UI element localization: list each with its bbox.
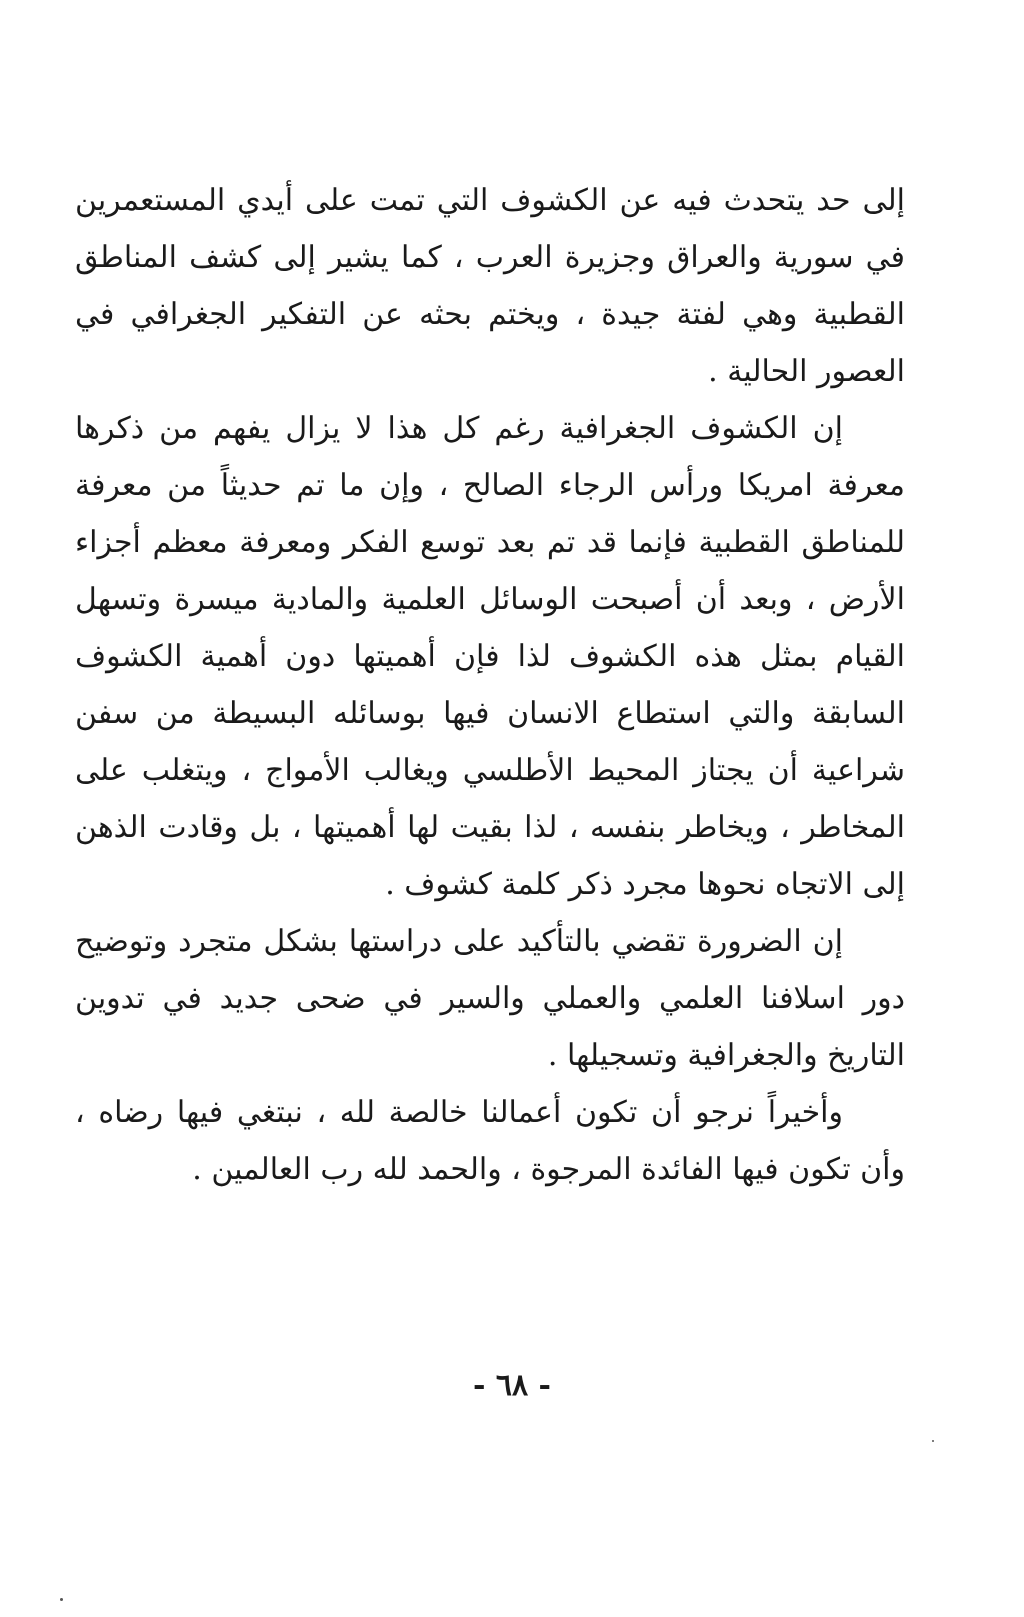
scan-speck [60, 1598, 63, 1601]
paragraph-2: إن الكشوف الجغرافية رغم كل هذا لا يزال يفهم من ذكرها معرفة امريكا ورأس الرجاء الصالح ، وإن ما تم حديثاً من معرفة للمناطق القطبية فإنما قد تم بعد توسع الفكر ومعرفة معظم أجزاء الأرض ، وبعد أن أصبحت الوسائل العلمية والمادية ميسرة وتسهل القيام بمثل هذه الكشوف لذا فإن أهميتها دون أهمية الكشوف السابقة والتي استطاع الانسان فيها بوسائله البسيطة من سفن شراعية أن يجتاز المحيط الأطلسي ويغالب الأمواج ، ويتغلب على المخاطر ، ويخاطر بنفسه ، لذا بقيت لها أهميتها ، بل وقادت الذهن إلى الاتجاه نحوها مجرد ذكر كلمة كشوف . [75, 411, 905, 902]
paragraph-3: إن الضرورة تقضي بالتأكيد على دراستها بشكل متجرد وتوضيح دور اسلافنا العلمي والعملي والسير في ضحى جديد في تدوين التاريخ والجغرافية وتسجيلها . [75, 924, 905, 1073]
page-number: - ٦٨ - [472, 1368, 552, 1403]
paragraph-1: إلى حد يتحدث فيه عن الكشوف التي تمت على أيدي المستعمرين في سورية والعراق وجزيرة العرب ، كما يشير إلى كشف المناطق القطبية وهي لفتة جيدة ، ويختم بحثه عن التفكير الجغرافي في العصور الحالية . [75, 183, 905, 389]
body-text [75, 172, 905, 1198]
scan-speck [932, 1440, 934, 1442]
paragraph-4: وأخيراً نرجو أن تكون أعمالنا خالصة لله ، نبتغي فيها رضاه ، وأن تكون فيها الفائدة المرجوة ، والحمد لله رب العالمين . [75, 1095, 905, 1187]
